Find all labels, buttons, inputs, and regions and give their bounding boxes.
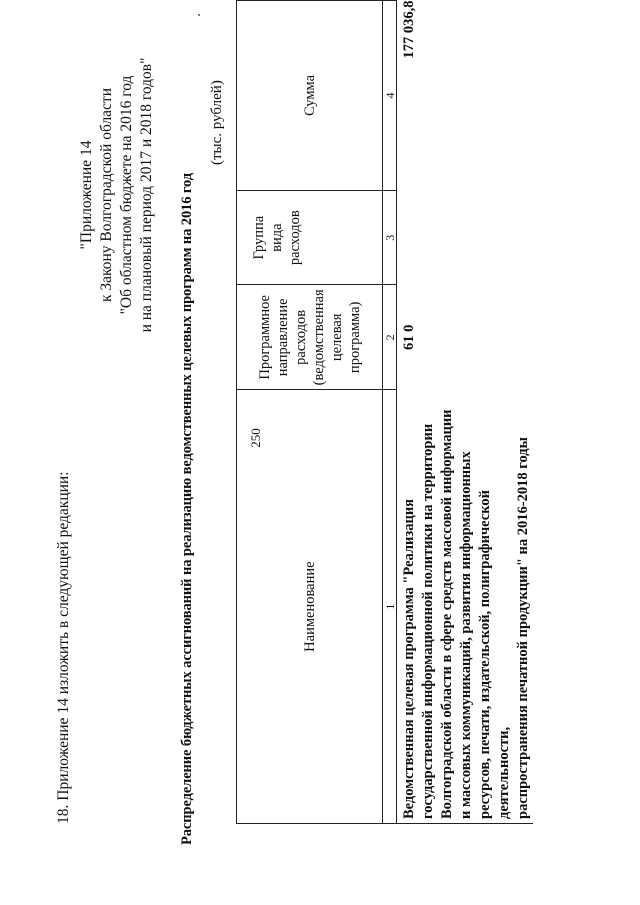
program-name-line: ресурсов, печати, издательской, полиграфической деятельности, [477,490,512,819]
header-program-line: направление [274,298,291,377]
header-group-line: вида [269,223,285,252]
header-group [237,190,383,284]
page-number: 250 [247,428,263,448]
header-group-line: расходов [287,210,303,266]
column-number: 4 [383,1,397,191]
header-program [237,285,383,390]
group-cell [397,190,534,284]
appendix-line: к Закону Волгоградской области [98,87,115,303]
column-number-row [383,1,397,824]
program-name-line: государственной информационной политики на территории [420,423,436,819]
header-program-line: программа) [346,301,363,374]
header-program-line: Программное [256,295,273,380]
program-name-cell [397,390,534,824]
appendix-line: "Об областном бюджете на 2016 год [118,75,135,315]
intro-paragraph: 18. Приложение 14 изложить в следующей редакции: [55,471,72,824]
units-label: (тыс. рублей) [209,80,225,165]
header-program-line: расходов [292,309,309,365]
program-name-line: распространения печатной продукции" на 2016-2018 годы [515,437,531,819]
program-code-cell: 61 0 [401,324,417,351]
program-name-line: Волгоградской области в сфере средств массовой информации [439,409,455,819]
appendix-line: "Приложение 14 [78,140,95,250]
table-header-row [237,1,383,824]
header-program-line: целевая [328,313,345,362]
header-sum: Сумма [237,1,383,191]
table-row [397,1,534,824]
appendix-line: и на плановый период 2017 и 2018 годов" [138,57,155,333]
document-title: Распределение бюджетных ассигнований на реализацию ведомственных целевых программ на 2016 год [179,172,195,845]
column-number: 2 [383,285,397,390]
sum-cell: 177 036,8 [401,0,417,59]
header-group-line: Группа [251,215,267,260]
program-name-line: и массовых коммуникаций, развития информационных [458,451,474,819]
appendix-header [77,45,157,345]
column-number: 3 [383,190,397,284]
allocation-table [236,0,533,824]
header-program-line: (ведомственная [310,289,327,386]
header-name: Наименование [237,390,383,824]
program-name-line: Ведомственная целевая программа "Реализация [401,498,417,819]
column-number: 1 [383,390,397,824]
